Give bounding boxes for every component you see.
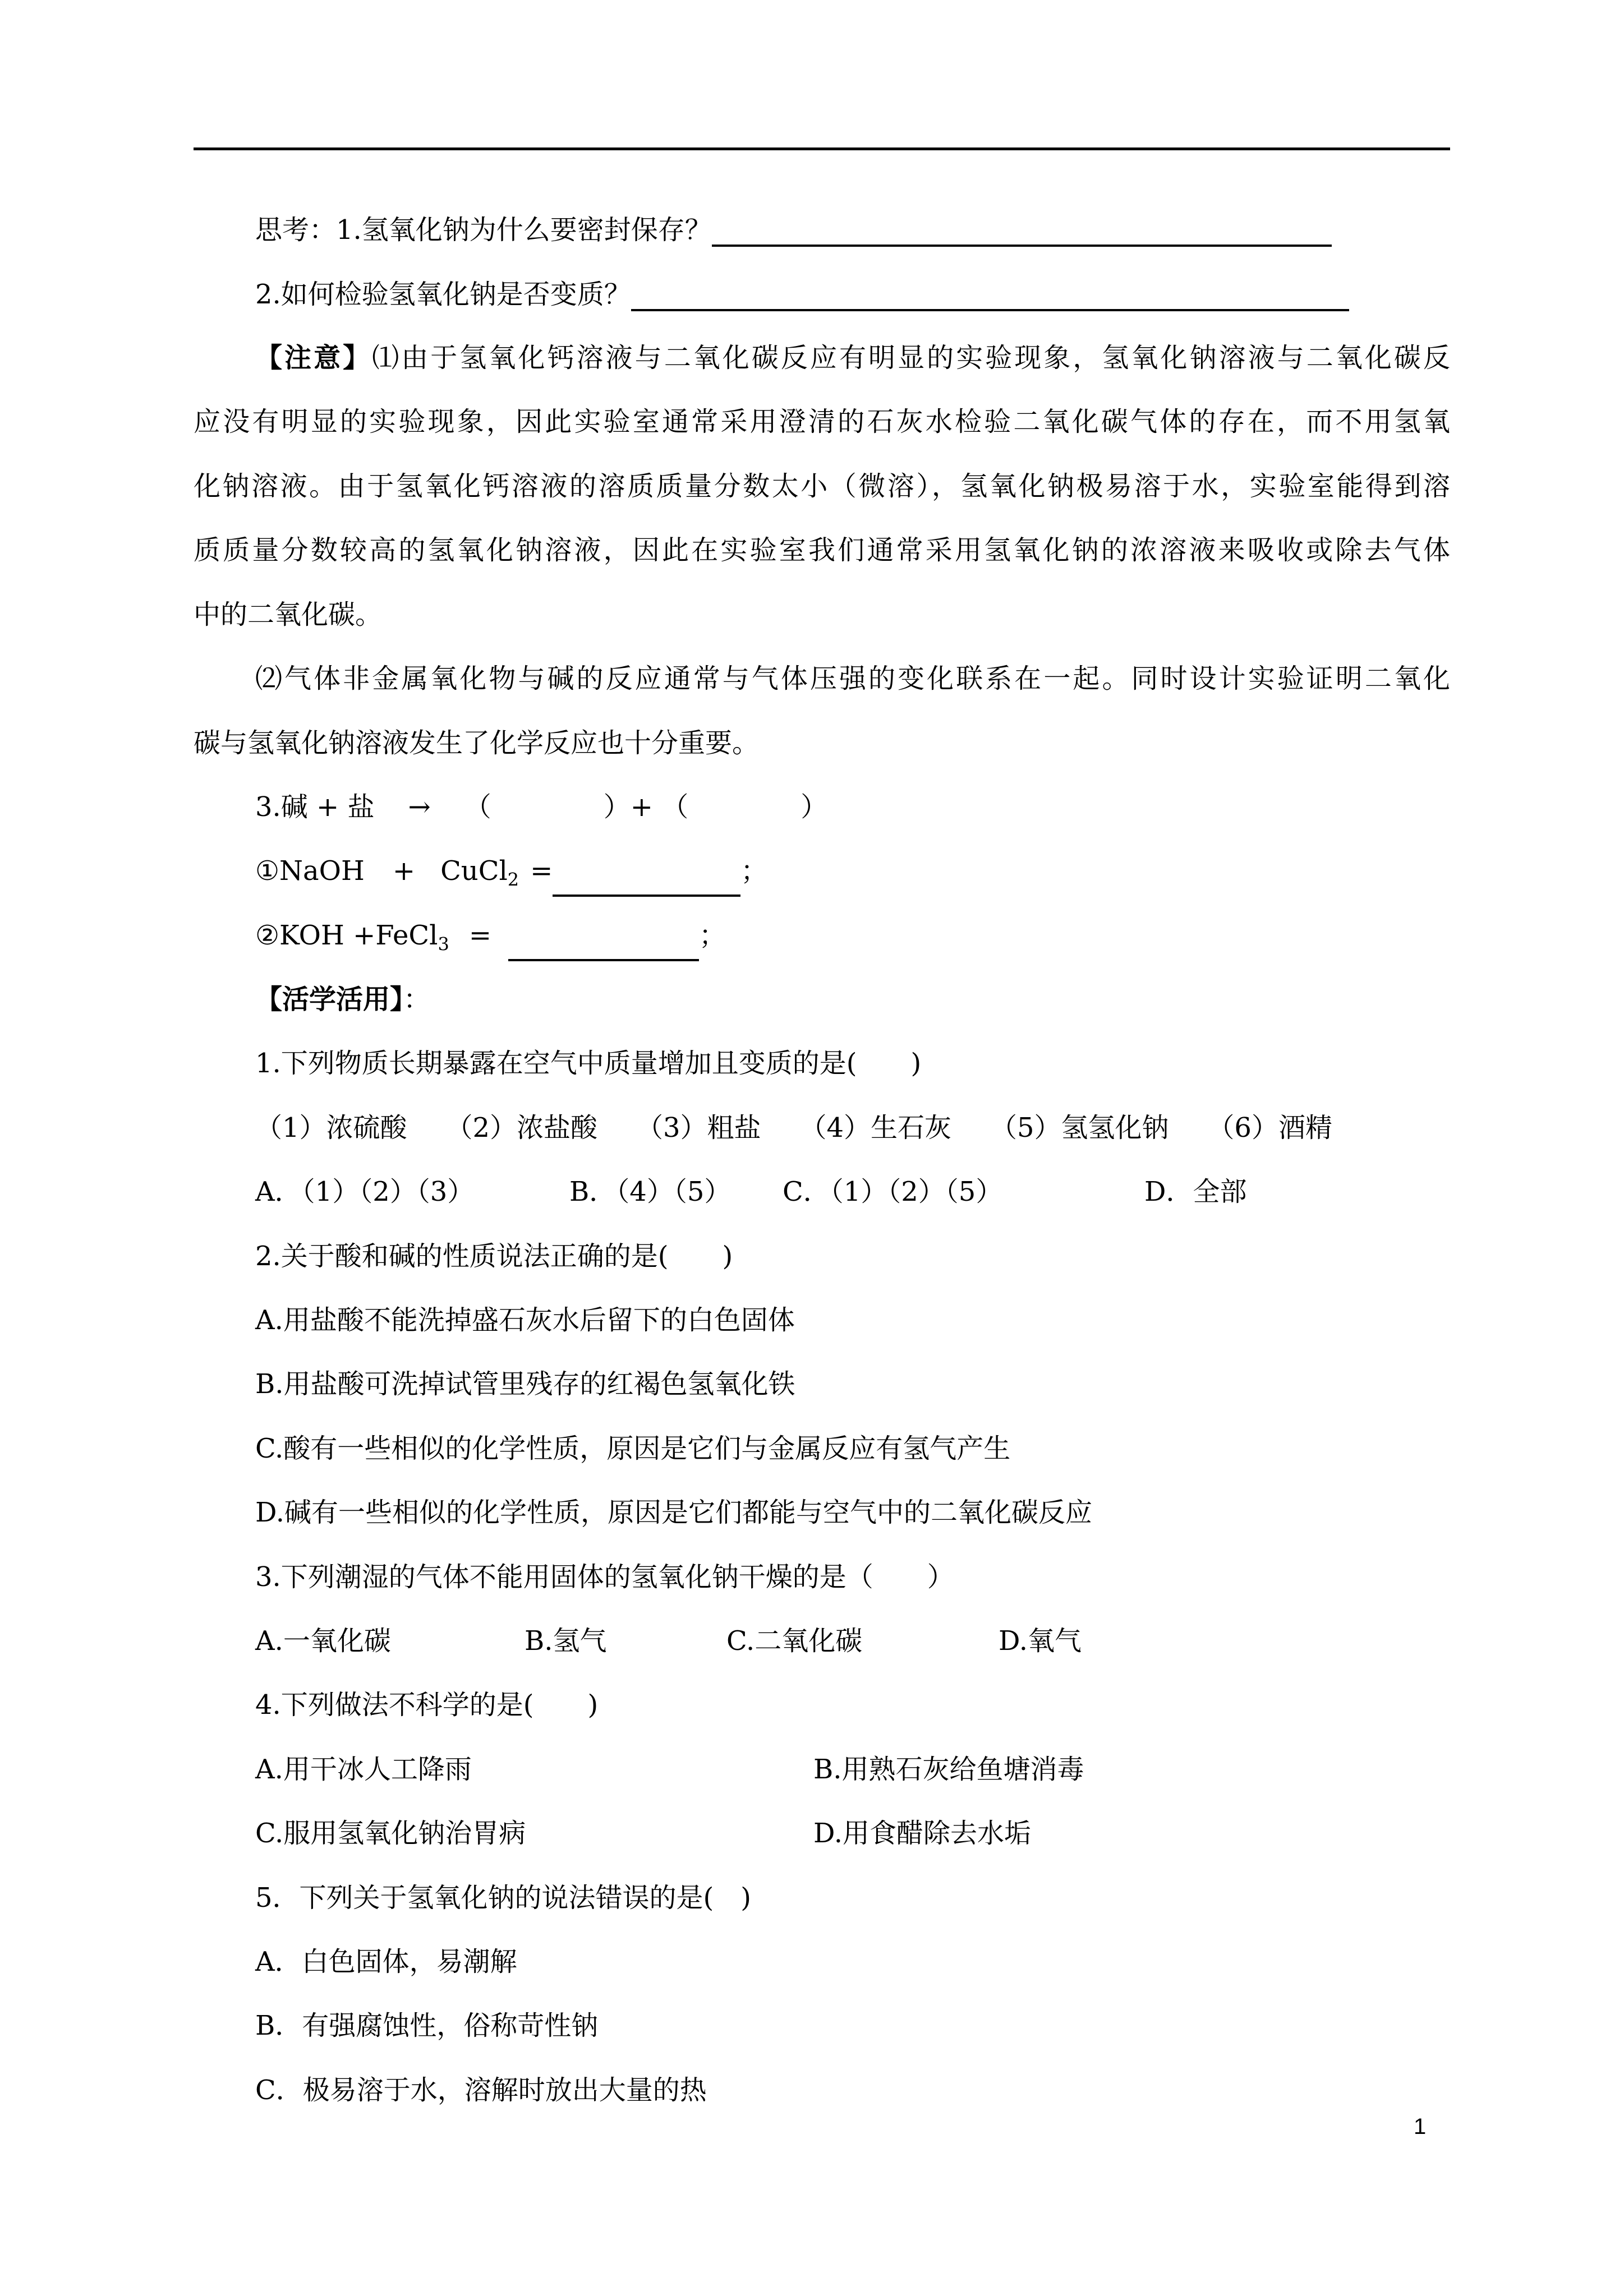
paren-open: （ [464, 791, 491, 823]
subscript: 2 [507, 869, 519, 891]
practice-heading [255, 983, 430, 1016]
q5-option-b[interactable]: B．有强腐蚀性，俗称苛性钠 [255, 2010, 599, 2041]
q1-option-c[interactable]: C．（1）（2）（5） [783, 1176, 1003, 1207]
think-q1-text: 思考：1.氢氧化钠为什么要密封保存？ [255, 214, 712, 246]
page-number: 1 [1414, 2114, 1427, 2139]
practice-heading-text: 【活学活用】 [255, 984, 404, 1015]
note-tag: 【注意】 [255, 342, 372, 374]
q3-option-b[interactable]: B.氢气 [525, 1625, 607, 1657]
answer-blank[interactable] [631, 280, 1349, 311]
reaction-title-a: 3.碱 + 盐 [255, 791, 375, 823]
plus-sign: + [392, 855, 416, 887]
q3-option-d[interactable]: D.氧气 [999, 1625, 1082, 1657]
q1-item: （6）酒精 [1207, 1112, 1332, 1144]
q1-item: （3）粗盐 [636, 1112, 761, 1144]
note-line-4: 质质量分数较高的氢氧化钠溶液，因此在实验室我们通常采用氢氧化钠的浓溶液来吸收或除去气体 [194, 534, 1450, 566]
q1-option-b[interactable]: B．（4）（5） [569, 1176, 732, 1207]
q1-option-d[interactable]: D．全部 [1144, 1176, 1247, 1207]
semicolon: ； [699, 920, 726, 951]
q5-option-c[interactable]: C．极易溶于水，溶解时放出大量的热 [255, 2074, 707, 2106]
paren-close: ） [801, 791, 828, 823]
q2-option-a[interactable]: A.用盐酸不能洗掉盛石灰水后留下的白色固体 [255, 1304, 795, 1336]
reaction-title [255, 790, 827, 824]
q2-option-b[interactable]: B.用盐酸可洗掉试管里残存的红褐色氢氧化铁 [255, 1368, 795, 1400]
q3-option-a[interactable]: A.一氧化碳 [255, 1625, 391, 1657]
equals-sign: = [468, 920, 492, 951]
equals-sign: = [530, 855, 553, 887]
q1-item: （1）浓硫酸 [255, 1112, 407, 1144]
eq1-reactant-a: ①NaOH [255, 855, 365, 887]
arrow-icon: → [408, 791, 431, 823]
practice-heading-colon: ： [403, 984, 431, 1015]
q1-option-a[interactable]: A．（1）（2）（3） [255, 1176, 475, 1207]
note-p2-line-2: 碳与氢氧化钠溶液发生了化学反应也十分重要。 [194, 727, 760, 759]
eq1-reactant-b: CuCl [440, 855, 508, 887]
question-3: 3.下列潮湿的气体不能用固体的氢氧化钠干燥的是（ ） [255, 1561, 954, 1593]
q1-items [255, 1111, 1332, 1145]
q4-option-b[interactable]: B.用熟石灰给鱼塘消毒 [813, 1754, 1084, 1785]
think-question-2 [255, 278, 1349, 311]
q4-option-a[interactable]: A.用干冰人工降雨 [255, 1754, 472, 1785]
equation-2 [255, 919, 726, 961]
answer-blank[interactable] [553, 865, 740, 897]
q5-option-a[interactable]: A．白色固体，易潮解 [255, 1946, 517, 1977]
subscript: 3 [438, 933, 449, 955]
q4-option-d[interactable]: D.用食醋除去水垢 [813, 1818, 1032, 1849]
q2-option-d[interactable]: D.碱有一些相似的化学性质，原因是它们都能与空气中的二氧化碳反应 [255, 1497, 1093, 1528]
paren-mid: ）+ （ [603, 791, 689, 823]
note-p2-line-1: ⑵气体非金属氧化物与碱的反应通常与气体压强的变化联系在一起。同时设计实验证明二氧化 [255, 663, 1450, 694]
answer-blank[interactable] [508, 930, 699, 961]
question-1: 1.下列物质长期暴露在空气中质量增加且变质的是( ) [255, 1048, 922, 1079]
question-5: 5．下列关于氢氧化钠的说法错误的是( ) [255, 1882, 751, 1914]
note-line-2: 应没有明显的实验现象，因此实验室通常采用澄清的石灰水检验二氧化碳气体的存在，而不用氢氧 [194, 406, 1450, 437]
note-line-1 [255, 341, 1450, 375]
think-q2-text: 2.如何检验氢氧化钠是否变质？ [255, 279, 631, 310]
note-line-5: 中的二氧化碳。 [194, 599, 383, 630]
q1-item: （5）氢氢化钠 [990, 1112, 1169, 1144]
question-4: 4.下列做法不科学的是( ) [255, 1689, 599, 1721]
semicolon: ； [740, 855, 768, 887]
question-2: 2.关于酸和碱的性质说法正确的是( ) [255, 1241, 733, 1272]
answer-blank[interactable] [712, 215, 1332, 247]
equation-1 [255, 854, 767, 897]
q1-item: （4）生石灰 [799, 1112, 951, 1144]
q2-option-c[interactable]: C.酸有一些相似的化学性质，原因是它们与金属反应有氢气产生 [255, 1433, 1011, 1464]
q3-option-c[interactable]: C.二氧化碳 [726, 1625, 863, 1657]
q4-option-c[interactable]: C.服用氢氧化钠治胃病 [255, 1818, 526, 1849]
note-text: ⑴由于氢氧化钙溶液与二氧化碳反应有明显的实验现象，氢氧化钠溶液与二氧化碳反 [372, 342, 1450, 374]
header-rule [194, 147, 1450, 150]
q1-item: （2）浓盐酸 [445, 1112, 598, 1144]
eq2-reactants: ②KOH +FeCl [255, 920, 438, 951]
think-question-1 [255, 213, 1332, 247]
note-line-3: 化钠溶液。由于氢氧化钙溶液的溶质质量分数太小（微溶），氢氧化钠极易溶于水，实验室能得到溶 [194, 471, 1450, 502]
